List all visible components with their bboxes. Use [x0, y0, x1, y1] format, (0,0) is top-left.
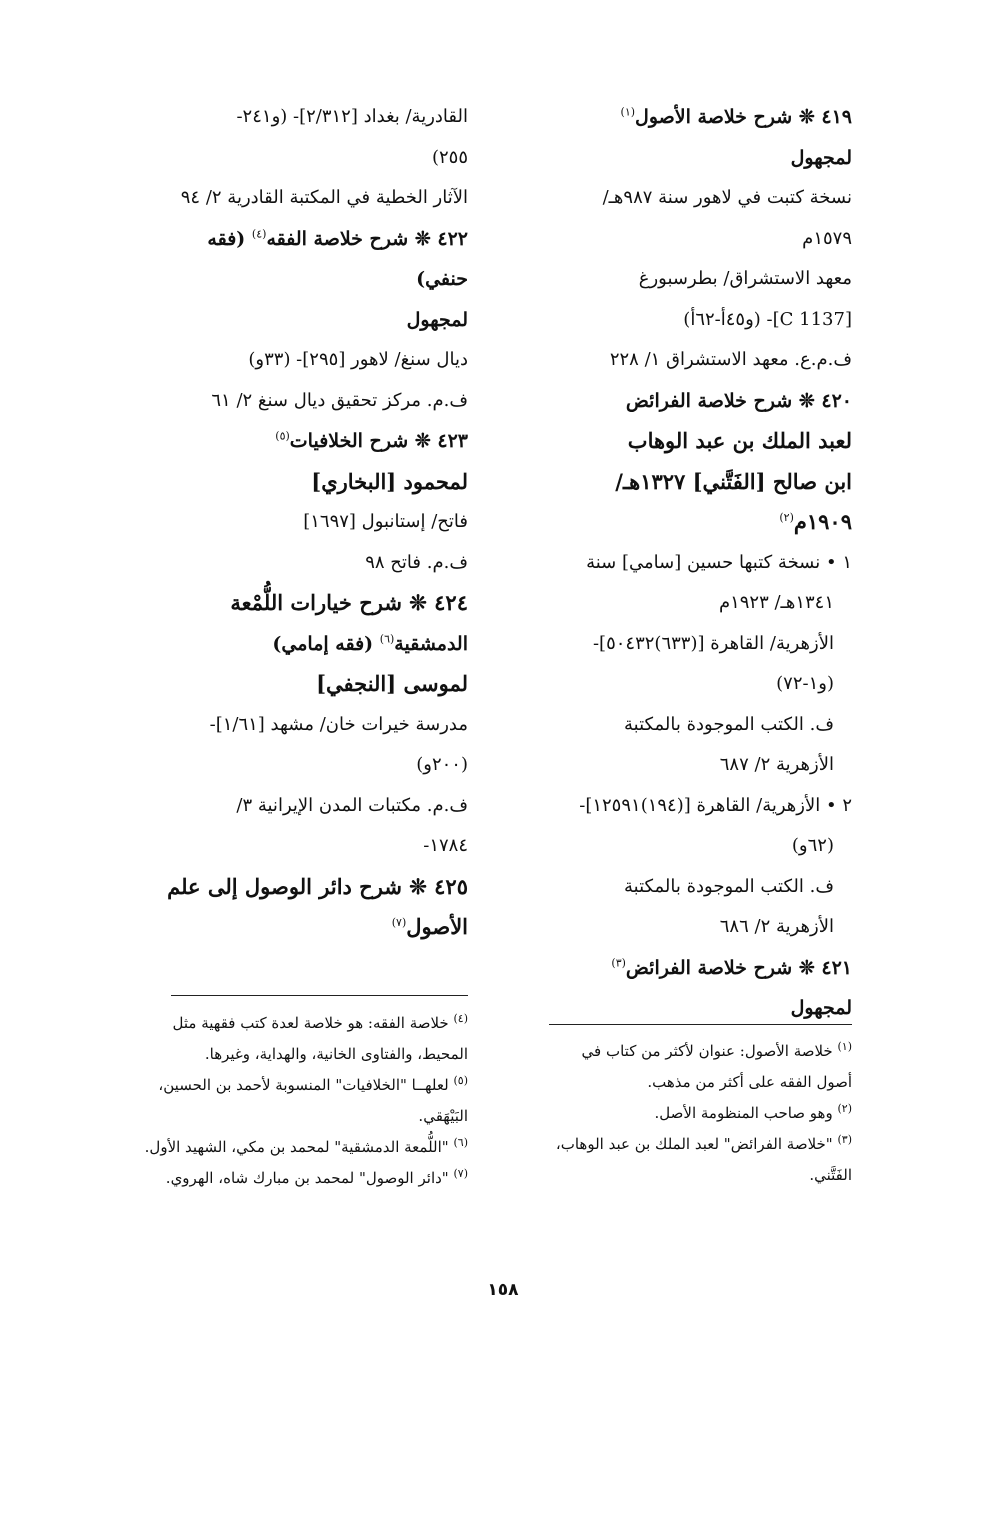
- right_column-line: [512, 97, 852, 138]
- line-text: القادرية/ بغداد [٢/٣١٢]- (و٢٤١-: [236, 106, 468, 127]
- line-text: ٤٢٢ ❊ شرح خلاصة الفقه: [266, 227, 468, 250]
- line-text: ٤٢٠ ❊ شرح خلاصة الفرائض: [625, 389, 852, 412]
- left_column-line: [134, 259, 468, 300]
- footnote-text: "دائر الوصول" لمحمد بن مبارك شاه، الهروي.: [165, 1169, 449, 1187]
- line-text: ف.م.ع. معهد الاستشراق ١/ ٢٢٨: [609, 349, 852, 370]
- footnote-text: أصول الفقه على أكثر من مذهب.: [647, 1073, 852, 1091]
- right_column-line: [512, 300, 852, 341]
- footnote-ref: (٣): [611, 956, 626, 970]
- footnote-line: [512, 1098, 852, 1129]
- left_column-line: [134, 340, 468, 381]
- left_column-line: [134, 97, 468, 138]
- right_column-line: [512, 543, 852, 584]
- line-text: ٤٢١ ❊ شرح خلاصة الفرائض: [625, 956, 852, 979]
- footnote-line: [134, 1070, 468, 1101]
- right_column-line: [512, 178, 852, 219]
- line-text: الأزهرية ٢/ ٦٨٧: [719, 754, 834, 775]
- footnote-text: الفَتَّني.: [809, 1166, 852, 1184]
- line-text: (٢٠٠و): [416, 754, 468, 775]
- footnote-separator-left: [171, 995, 468, 996]
- line-text: ف.م. مركز تحقيق ديال سنغ ٢/ ٦١: [211, 389, 468, 411]
- left_column-line: [134, 826, 468, 867]
- footnotes-left: [134, 1008, 468, 1194]
- footnote-line: [512, 1129, 852, 1160]
- line-text: الأزهرية/ القاهرة [(٦٣٣)٥٠٤٣٢]-: [592, 632, 834, 654]
- right_column-line: [512, 421, 852, 462]
- line-text: حنفي): [416, 268, 468, 290]
- right_column-line: [512, 664, 852, 705]
- line-text: ٤٢٤ ❊ شرح خيارات اللُّمْعة: [230, 590, 468, 615]
- line-text: الدمشقية: [394, 632, 468, 655]
- left_column-line: [134, 867, 468, 908]
- footnote-mark: (١): [837, 1040, 852, 1053]
- line-text: لعبد الملك بن عبد الوهاب: [627, 428, 852, 453]
- left_column-line: [134, 502, 468, 543]
- footnote-line: [512, 1067, 852, 1098]
- line-text: (و١-٧٢): [776, 673, 834, 694]
- line-text: ف. الكتب الموجودة بالمكتبة: [624, 875, 834, 897]
- line-text: ف. الكتب الموجودة بالمكتبة: [624, 713, 834, 735]
- right_column-line: [512, 381, 852, 422]
- left_column-line: [134, 664, 468, 705]
- right_column-line: [512, 948, 852, 989]
- left_column-line: [134, 907, 468, 948]
- line-text: ١٣٤١هـ/ ١٩٢٣م: [718, 592, 834, 613]
- line-suffix: (فقه إمامي): [272, 632, 380, 655]
- right_column-line: [512, 745, 852, 786]
- line-text: لمجهول: [406, 308, 468, 331]
- line-text: ٤٢٥ ❊ شرح دائر الوصول إلى علم: [167, 873, 468, 899]
- footnote-mark: (٤): [453, 1012, 468, 1025]
- footnote-line: [134, 1132, 468, 1163]
- right_column-line: [512, 624, 852, 665]
- right_column-line: [512, 826, 852, 867]
- line-text: مدرسة خيرات خان/ مشهد [١/٦١]-: [209, 713, 468, 735]
- left_column-line: [134, 178, 468, 219]
- page-number: ١٥٨: [487, 1280, 519, 1300]
- right_column-line: [512, 462, 852, 503]
- line-text: ٤٢٣ ❊ شرح الخلافيات: [289, 430, 468, 452]
- line-text: ديال سنغ/ لاهور [٢٩٥]- (٣٣و): [248, 349, 468, 370]
- left_column-line: [134, 543, 468, 584]
- footnote-line: [134, 1008, 468, 1039]
- footnote-line: [512, 1036, 852, 1067]
- line-text: ف.م. مكتبات المدن الإيرانية ٣/: [236, 794, 468, 816]
- line-text: ٤١٩ ❊ شرح خلاصة الأصول: [635, 106, 852, 128]
- footnote-line: [512, 1160, 852, 1191]
- footnote-line: [134, 1101, 468, 1132]
- footnote-text: البَيْهَقي.: [418, 1107, 468, 1125]
- right_column-line: [512, 583, 852, 624]
- line-text: فاتح/ إستانبول [١٦٩٧]: [303, 511, 468, 532]
- line-text: ١ • نسخة كتبها حسين [سامي] سنة: [586, 551, 852, 573]
- line-text: ١٥٧٩م: [802, 227, 852, 249]
- right_column-line: [512, 988, 852, 1029]
- line-text: ٢ • الأزهرية/ القاهرة [(١٩٤)١٢٥٩١]-: [579, 794, 852, 816]
- footnote-text: لعلهــا "الخلافيات" المنسوبة لأحمد بن الحسين،: [158, 1076, 449, 1094]
- line-text: الآثار الخطية في المكتبة القادرية ٢/ ٩٤: [180, 187, 468, 208]
- footnote-mark: (٣): [837, 1133, 852, 1146]
- line-text: [C 1137]- (و٤٥أ-٦٢أ): [683, 308, 852, 330]
- left_column-line: [134, 786, 468, 827]
- line-text: نسخة كتبت في لاهور سنة ٩٨٧هـ/: [602, 187, 852, 208]
- footnote-ref: (٤): [251, 227, 267, 241]
- footnote-mark: (٦): [453, 1136, 468, 1149]
- left_column-line: [134, 300, 468, 341]
- line-text: ١٩٠٩م: [793, 509, 852, 534]
- line-suffix: (فقه: [207, 227, 252, 250]
- left_column-line: [134, 462, 468, 503]
- right_column-line: [512, 907, 852, 948]
- right_column-line: [512, 502, 852, 543]
- right_column-line: [512, 219, 852, 260]
- line-text: الأزهرية ٢/ ٦٨٦: [719, 916, 834, 937]
- footnote-line: [134, 1039, 468, 1070]
- right-column: [512, 97, 852, 1029]
- left_column-line: [134, 705, 468, 746]
- footnote-ref: (١): [620, 105, 636, 119]
- line-text: (٦٢و): [791, 835, 834, 856]
- footnotes-right: [512, 1036, 852, 1191]
- line-text: لمحمود [البخاري]: [311, 468, 468, 494]
- right_column-line: [512, 786, 852, 827]
- right_column-line: [512, 705, 852, 746]
- left_column-line: [134, 624, 468, 665]
- footnote-text: المحيط، والفتاوى الخانية، والهداية، وغيرها.: [204, 1045, 468, 1063]
- left_column-line: [134, 583, 468, 624]
- footnote-mark: (٥): [453, 1074, 468, 1087]
- footnote-ref: (٢): [779, 511, 794, 524]
- right_column-line: [512, 867, 852, 908]
- line-text: معهد الاستشراق/ بطرسبورغ: [638, 268, 852, 289]
- left_column-line: [134, 421, 468, 462]
- right_column-line: [512, 138, 852, 179]
- line-text: ١٧٨٤-: [423, 835, 468, 856]
- right_column-line: [512, 259, 852, 300]
- line-text: لمجهول: [790, 146, 852, 169]
- left_column-line: [134, 745, 468, 786]
- footnote-text: وهو صاحب المنظومة الأصل.: [654, 1104, 833, 1122]
- footnote-ref: (٥): [275, 429, 290, 443]
- left_column-line: [134, 219, 468, 260]
- footnote-mark: (٧): [453, 1167, 468, 1180]
- footnote-separator-right: [549, 1024, 852, 1025]
- line-text: الأصول: [406, 914, 468, 939]
- left_column-line: [134, 381, 468, 422]
- footnote-line: [134, 1163, 468, 1194]
- footnote-text: "اللُّمعة الدمشقية" لمحمد بن مكي، الشهيد الأول.: [144, 1138, 449, 1156]
- line-text: لموسى [النجفي]: [316, 671, 468, 696]
- line-text: لمجهول: [790, 997, 852, 1019]
- line-text: ف.م. فاتح ٩٨: [365, 551, 468, 573]
- line-text: ابن صالح [الفَتَّني] ١٣٢٧هـ/: [615, 468, 852, 494]
- left-column: [134, 97, 468, 948]
- footnote-text: "خلاصة الفرائض" لعبد الملك بن عبد الوهاب،: [555, 1135, 833, 1153]
- footnote-text: خلاصة الأصول: عنوان لأكثر من كتاب في: [581, 1042, 833, 1060]
- right_column-line: [512, 340, 852, 381]
- line-text: ٢٥٥): [431, 146, 468, 168]
- left_column-line: [134, 138, 468, 179]
- footnote-ref: (٧): [391, 916, 407, 929]
- footnote-text: خلاصة الفقه: هو خلاصة لعدة كتب فقهية مثل: [172, 1014, 449, 1032]
- footnote-mark: (٢): [837, 1102, 852, 1115]
- footnote-ref: (٦): [379, 632, 395, 646]
